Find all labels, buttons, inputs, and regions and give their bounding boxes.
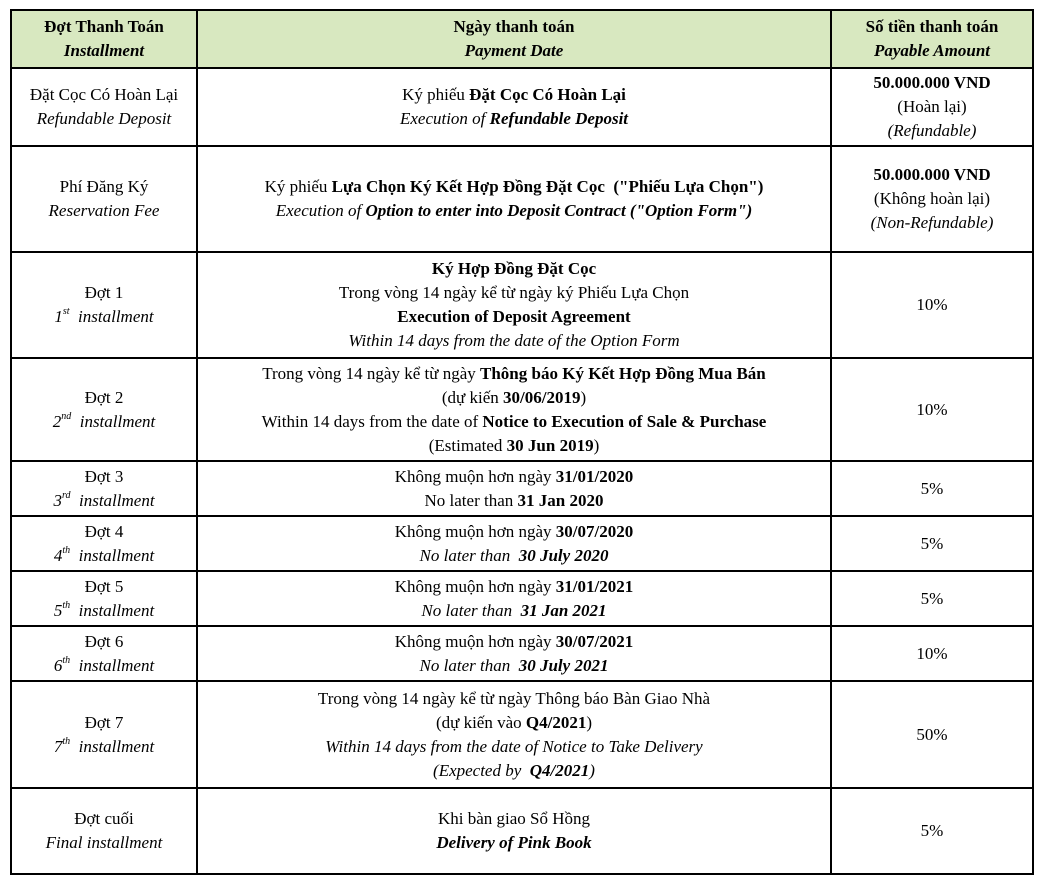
header-installment-vi: Đợt Thanh Toán (44, 17, 164, 36)
ordinal-suffix: rd (61, 489, 71, 501)
installment-cell (11, 571, 197, 626)
text-span: (dự kiến vào (435, 712, 526, 732)
ordinal-suffix: th (62, 735, 71, 747)
text-span: No later than (424, 490, 518, 510)
text-span: (Estimated (428, 435, 507, 455)
payment-date-cell (197, 571, 831, 626)
table-row (11, 358, 1033, 461)
ordinal-suffix: nd (61, 410, 72, 422)
amount-cell: 5% (831, 461, 1033, 516)
text-span-bold: Đặt Cọc Có Hoàn Lại (469, 85, 626, 104)
amount-value: 50.000.000 VND (873, 73, 991, 92)
text-span: Execution of (275, 201, 366, 220)
payment-date-line: Trong vòng 14 ngày kể từ ngày ký Phiếu Lựa Chọn (338, 283, 690, 302)
installment-name-vi: Đợt 2 (84, 387, 124, 407)
text-span: Không muộn hơn ngày (394, 521, 556, 541)
amount-cell: 10% (831, 358, 1033, 461)
text-span-bold: Thông báo Ký Kết Hợp Đồng Mua Bán (480, 363, 766, 383)
text-span: Trong vòng 14 ngày kể từ ngày (262, 363, 481, 383)
amount-cell: 10% (831, 626, 1033, 681)
text-span: ) (589, 760, 595, 780)
ordinal-number: 6 (53, 655, 63, 675)
text-span-bold: Option to enter into Deposit Contract ("Option Form") (365, 201, 753, 220)
installment-cell (11, 681, 197, 788)
amount-cell: 50% (831, 681, 1033, 788)
installment-name-en: Final installment (45, 833, 163, 852)
text-span: Không muộn hơn ngày (394, 631, 556, 651)
ordinal-number: 4 (53, 545, 63, 565)
installment-name-vi: Phí Đăng Ký (59, 177, 149, 196)
ordinal-number: 7 (53, 736, 63, 756)
payment-date-cell (197, 252, 831, 358)
text-span: ) (580, 387, 587, 407)
installment-ordinal (16, 489, 192, 513)
payment-date-vi (202, 83, 826, 107)
text-span-bold: 30 July 2021 (518, 655, 609, 675)
installment-cell (11, 788, 197, 874)
payment-date-en (202, 599, 826, 623)
table-row (11, 516, 1033, 571)
installment-name-en: Reservation Fee (48, 201, 160, 220)
ordinal-number: 3 (53, 490, 62, 510)
ordinal-word: installment (78, 545, 155, 565)
installment-cell (11, 358, 197, 461)
text-span: Within 14 days from the date of (261, 411, 483, 431)
text-span-bold: Q4/2021 (529, 760, 590, 780)
payment-date-en (202, 107, 826, 131)
text-span: (Expected by (433, 760, 530, 780)
installment-ordinal (16, 305, 192, 329)
text-span-bold: 30 Jun 2019 (506, 435, 594, 455)
text-span-bold: 30/06/2019 (503, 387, 581, 407)
text-span-bold: Q4/2021 (525, 712, 587, 732)
text-span-bold: Notice to Execution of Sale & Purchase (482, 411, 767, 431)
text-span-bold: 31/01/2020 (555, 466, 634, 486)
payment-date-line (202, 362, 826, 386)
table-row (11, 681, 1033, 788)
text-span-bold: 31 Jan 2021 (520, 600, 607, 620)
payment-date-line: Within 14 days from the date of the Option Form (348, 331, 680, 350)
payment-date-en (202, 654, 826, 678)
installment-name-vi: Đợt 1 (84, 283, 124, 302)
ordinal-word: installment (78, 490, 155, 510)
table-row (11, 626, 1033, 681)
payment-date-vi (202, 465, 826, 489)
installment-name-vi: Đợt 4 (84, 521, 124, 541)
payment-date-line (202, 434, 826, 458)
ordinal-word: installment (78, 600, 155, 620)
payment-date-line: Within 14 days from the date of Notice to Take Delivery (325, 736, 703, 756)
payment-date-en (202, 199, 826, 223)
installment-name-vi: Đợt 6 (84, 631, 124, 651)
header-installment (11, 10, 197, 68)
header-payable-amount (831, 10, 1033, 68)
text-span: Không muộn hơn ngày (394, 466, 556, 486)
ordinal-word: installment (78, 655, 155, 675)
amount-cell (831, 146, 1033, 252)
ordinal-number: 2 (52, 411, 62, 431)
payment-date-cell (197, 146, 831, 252)
payment-date-cell (197, 516, 831, 571)
table-row (11, 146, 1033, 252)
amount-cell: 5% (831, 516, 1033, 571)
payment-date-cell (197, 68, 831, 146)
table-row (11, 788, 1033, 874)
installment-cell (11, 146, 197, 252)
installment-ordinal (16, 599, 192, 623)
payment-date-cell (197, 461, 831, 516)
installment-cell (11, 516, 197, 571)
ordinal-suffix: th (62, 654, 71, 666)
header-payable-amount-vi: Số tiền thanh toán (865, 17, 999, 36)
installment-name-vi: Đợt 7 (84, 712, 124, 732)
ordinal-suffix: th (62, 544, 71, 556)
payment-date-en (202, 489, 826, 513)
text-span-bold: Refundable Deposit (489, 109, 629, 128)
payment-date-line: Ký Hợp Đồng Đặt Cọc (431, 259, 597, 278)
payment-schedule-table (10, 9, 1034, 875)
installment-ordinal (16, 410, 192, 434)
ordinal-suffix: st (62, 306, 70, 317)
ordinal-number: 1 (54, 307, 63, 326)
amount-cell: 10% (831, 252, 1033, 358)
amount-cell: 5% (831, 788, 1033, 874)
payment-date-line (202, 711, 826, 735)
text-span: Ký phiếu (264, 177, 332, 196)
installment-name-en: Refundable Deposit (36, 109, 172, 128)
payment-date-line: Trong vòng 14 ngày kể từ ngày Thông báo Bàn Giao Nhà (317, 688, 711, 708)
text-span: (dự kiến (441, 387, 504, 407)
payment-date-cell (197, 788, 831, 874)
installment-cell (11, 252, 197, 358)
ordinal-number: 5 (53, 600, 63, 620)
header-payment-date (197, 10, 831, 68)
installment-cell (11, 68, 197, 146)
text-span-bold: 30/07/2021 (555, 631, 634, 651)
installment-ordinal (16, 654, 192, 678)
installment-name-vi: Đặt Cọc Có Hoàn Lại (29, 85, 179, 104)
text-span: No later than (419, 545, 519, 565)
amount-note-vi: (Không hoàn lại) (873, 189, 991, 208)
installment-name-vi: Đợt cuối (74, 809, 134, 828)
text-span: Ký phiếu (402, 85, 470, 104)
payment-date-cell (197, 626, 831, 681)
amount-note-en: (Refundable) (887, 121, 977, 140)
installment-cell (11, 461, 197, 516)
text-span: ) (593, 435, 600, 455)
amount-note-vi: (Hoàn lại) (897, 97, 967, 116)
payment-date-line (202, 386, 826, 410)
payment-date-en: Delivery of Pink Book (436, 833, 592, 852)
installment-ordinal (16, 735, 192, 759)
header-payment-date-en: Payment Date (464, 41, 564, 60)
header-payable-amount-en: Payable Amount (873, 41, 990, 60)
text-span: Không muộn hơn ngày (394, 576, 556, 596)
text-span-bold: 30 July 2020 (518, 545, 609, 565)
amount-cell: 5% (831, 571, 1033, 626)
text-span: Execution of (399, 109, 490, 128)
ordinal-suffix: th (62, 599, 71, 611)
text-span-bold: 31/01/2021 (555, 576, 634, 596)
installment-name-vi: Đợt 5 (84, 576, 124, 596)
payment-date-en (202, 544, 826, 568)
payment-date-vi (202, 630, 826, 654)
installment-ordinal (16, 544, 192, 568)
payment-date-vi: Khi bàn giao Sổ Hồng (437, 809, 591, 828)
table-row (11, 571, 1033, 626)
text-span-bold: Lựa Chọn Ký Kết Hợp Đồng Đặt Cọc ("Phiếu Lựa Chọn") (331, 177, 764, 196)
ordinal-word: installment (78, 736, 155, 756)
header-installment-en: Installment (63, 41, 145, 60)
payment-date-cell (197, 681, 831, 788)
ordinal-word: installment (78, 307, 154, 326)
payment-date-line (202, 759, 826, 783)
ordinal-word: installment (79, 411, 156, 431)
amount-note-en: (Non-Refundable) (870, 213, 994, 232)
amount-cell (831, 68, 1033, 146)
payment-date-cell (197, 358, 831, 461)
table-row (11, 252, 1033, 358)
text-span: ) (586, 712, 593, 732)
table-row (11, 461, 1033, 516)
text-span: No later than (421, 600, 521, 620)
amount-value: 50.000.000 VND (873, 165, 991, 184)
payment-date-vi (202, 575, 826, 599)
payment-date-vi (202, 175, 826, 199)
text-span-bold: 31 Jan 2020 (517, 490, 604, 510)
header-payment-date-vi: Ngày thanh toán (453, 17, 575, 36)
text-span: No later than (419, 655, 519, 675)
payment-date-line: Execution of Deposit Agreement (397, 307, 631, 326)
payment-date-vi (202, 520, 826, 544)
header-row (11, 10, 1033, 68)
installment-name-vi: Đợt 3 (84, 466, 124, 486)
installment-cell (11, 626, 197, 681)
text-span-bold: 30/07/2020 (555, 521, 634, 541)
payment-date-line (202, 410, 826, 434)
table-row (11, 68, 1033, 146)
